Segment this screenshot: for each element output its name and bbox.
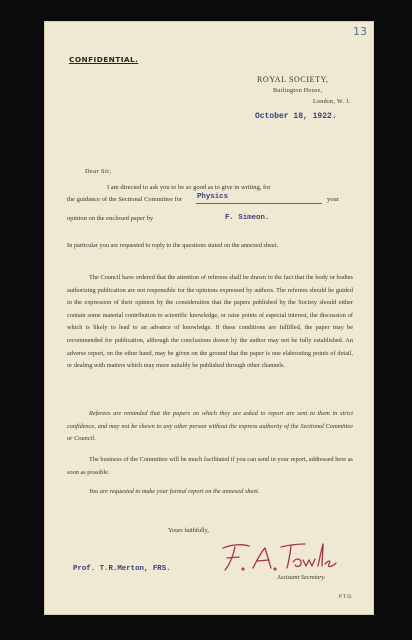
paragraph-particular: In particular you are requested to reply to the questions stated on the annexed sheet. [67, 242, 279, 249]
request-line-2: the guidance of the Sectional Committee for [67, 196, 183, 203]
closing: Yours faithfully, [168, 527, 209, 534]
salutation: Dear Sir, [85, 168, 112, 175]
paragraph-council: The Council have ordered that the attention of referees shall be drawn to the fact that the body or bodies authorizing publication are not responsible for the opinions expressed by authors. The referees should be guided in the expression of their opinion by the consideration that the papers published by the Society should either contain some material contribution to scientific knowledge, or raise points of especial interest, the discussion of which is likely to lead to an advance of knowledge. If these conditions are fulfilled, the paper may be recommended for publication, although the conclusions drawn by the author may not be fully established. An adverse report, on the other hand, may be given on the ground that the paper is one elaborating points of detail, or dealing with matters which may more suitably be published through other channels. [67, 274, 353, 370]
pto-note: P.T.O. [339, 595, 353, 600]
letter-page [44, 21, 374, 615]
paragraph-business: The business of the Committee will be much facilitated if you can send in your report, addressed here as soon as possible. [67, 456, 353, 476]
request-line-3: opinion on the enclosed paper by [67, 215, 154, 222]
address-line-1: Burlington House, [273, 88, 323, 94]
signatory-title: Assistant Secretary. [277, 574, 326, 581]
paragraph-formal-report: You are requested to make your formal report on the annexed sheet. [89, 488, 260, 495]
address-line-2: London, W. 1. [313, 99, 352, 105]
request-line-1: I am directed to ask you to be so good as to give in writing, for [107, 184, 271, 191]
letter-date: October 18, 1922. [255, 112, 337, 121]
paragraph-referees: Referees are reminded that the papers on which they are asked to report are sent to them in strict confidence, and may not be shewn to any other person without the express authority of the Sectional Committee or Council. [67, 410, 353, 443]
subject-field: Physics [197, 193, 229, 201]
request-line-2-end: your [327, 196, 339, 203]
society-name: ROYAL SOCIETY, [257, 75, 329, 84]
recipient-name: Prof. T.R.Merton, FRS. [73, 565, 171, 573]
author-field: F. Simeon. [225, 214, 270, 222]
subject-fill-line [196, 203, 322, 204]
handwritten-signature [219, 538, 339, 578]
confidential-heading: CONFIDENTIAL. [69, 55, 139, 64]
page-number: 13 [353, 25, 367, 38]
